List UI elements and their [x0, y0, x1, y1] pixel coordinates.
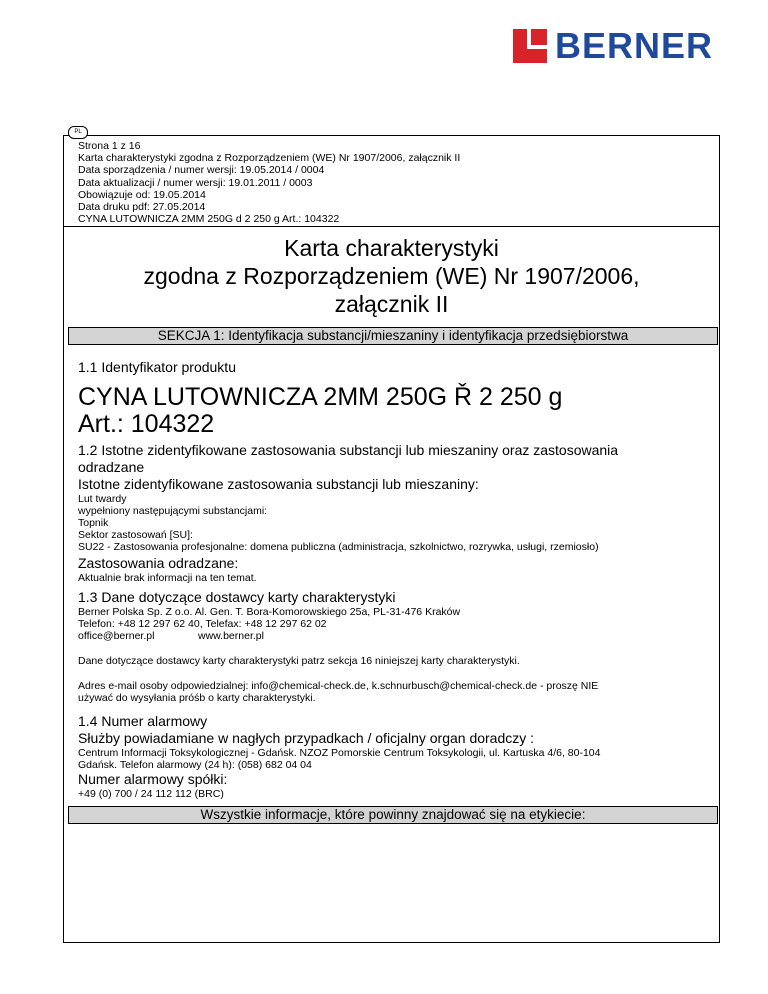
section-1-bar: SEKCJA 1: Identyfikacja substancji/mieszaniny i identyfikacja przedsiębiorstwa	[68, 327, 718, 345]
uses-advised-against-heading: Zastosowania odradzane:	[78, 555, 239, 571]
section-1-1-heading: 1.1 Identyfikator produktu	[78, 359, 236, 375]
document-header	[78, 140, 460, 225]
supplier-website: www.berner.pl	[198, 630, 264, 642]
use-item: wypełniony następującymi substancjami:	[78, 505, 268, 517]
responsible-contact-1: Adres e-mail osoby odpowiedzialnej: info@chemical-check.de, k.schnurbusch@chemical-check.de - proszę NIE	[78, 680, 599, 692]
title-line-3: załącznik II	[334, 291, 449, 317]
document-title	[63, 234, 720, 318]
section-1-2-heading-1: 1.2 Istotne zidentyfikowane zastosowania substancji lub mieszaniny oraz zastosowania	[78, 442, 619, 458]
emergency-center-1: Centrum Informacji Toksykologicznej - Gdańsk. NZOZ Pomorskie Centrum Toksykologii, ul. Kartuska 4/6, 80-104	[78, 747, 601, 759]
use-item: Topnik	[78, 517, 109, 529]
title-line-2: zgodna z Rozporządzeniem (WE) Nr 1907/2006,	[143, 263, 640, 289]
supplier-note: Dane dotyczące dostawcy karty charakterystyki patrz sekcja 16 niniejszej karty charakterystyki.	[78, 655, 520, 667]
title-line-1: Karta charakterystyki	[284, 235, 499, 261]
supplier-email: office@berner.pl	[78, 630, 155, 642]
emergency-services-heading: Służby powiadamiane w nagłych przypadkach / oficjalny organ doradczy :	[78, 730, 535, 746]
section-1-2-heading-2: odradzane	[78, 459, 145, 475]
creation-date: Data sporządzenia / numer wersji: 19.05.2014 / 0004	[78, 164, 325, 177]
use-item: Sektor zastosowań [SU]:	[78, 529, 193, 541]
supplier-address: Berner Polska Sp. Z o.o. Al. Gen. T. Bora-Komorowskiego 25a, PL-31-476 Kraków	[78, 606, 461, 618]
use-item: SU22 - Zastosowania profesjonalne: domena publiczna (administracja, szkolnictwo, rozrywka, usługi, rzemiosło)	[78, 541, 599, 553]
valid-from: Obowiązuje od: 19.05.2014	[78, 188, 206, 201]
header-divider	[63, 226, 720, 227]
product-article: Art.: 104322	[78, 410, 215, 438]
print-date: Data druku pdf: 27.05.2014	[78, 201, 206, 214]
section-1-4-heading: 1.4 Numer alarmowy	[78, 713, 208, 729]
supplier-phone: Telefon: +48 12 297 62 40, Telefax: +48 12 297 62 02	[78, 618, 327, 630]
use-item: Lut twardy	[78, 493, 127, 505]
identified-uses-heading: Istotne zidentyfikowane zastosowania substancji lub mieszaniny:	[78, 476, 479, 492]
label-info-bar: Wszystkie informacje, które powinny znajdować się na etykiecie:	[68, 806, 718, 824]
header-doc-title: Karta charakterystyki zgodna z Rozporządzeniem (WE) Nr 1907/2006, załącznik II	[78, 152, 461, 165]
company-emergency-phone: +49 (0) 700 / 24 112 112 (BRC)	[78, 788, 224, 800]
company-emergency-heading: Numer alarmowy spółki:	[78, 771, 228, 787]
section-1-3-heading: 1.3 Dane dotyczące dostawcy karty charakterystyki	[78, 589, 396, 605]
berner-logo-mark	[513, 29, 547, 63]
responsible-contact-2: używać do wysyłania próśb o karty charakterystyki.	[78, 692, 316, 704]
product-name: CYNA LUTOWNICZA 2MM 250G Ř 2 250 g	[78, 383, 563, 411]
header-product: CYNA LUTOWNICZA 2MM 250G d 2 250 g Art.: 104322	[78, 213, 340, 226]
revision-date: Data aktualizacji / numer wersji: 19.01.2011 / 0003	[78, 176, 313, 189]
berner-logo	[513, 25, 725, 66]
uses-advised-against-text: Aktualnie brak informacji na ten temat.	[78, 572, 257, 584]
emergency-center-2: Gdańsk. Telefon alarmowy (24 h): (058) 682 04 04	[78, 759, 312, 771]
language-badge: PL	[68, 126, 88, 139]
berner-logo-text: BERNER	[555, 25, 714, 66]
page-number: Strona 1 z 16	[78, 140, 141, 152]
